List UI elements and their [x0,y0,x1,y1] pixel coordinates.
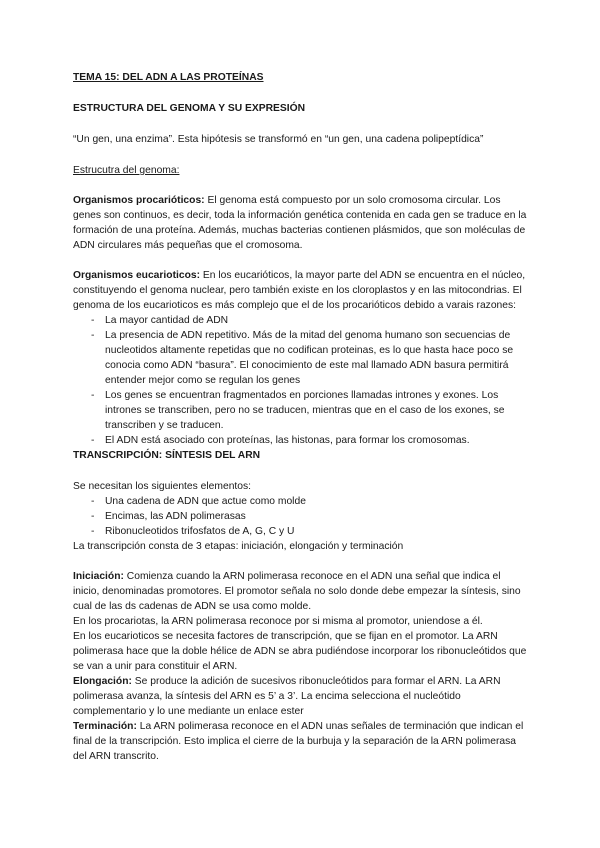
eukaryote-note: En los eucarioticos se necesita factores de transcripción, que se fijan en el promotor. La ARN polimerasa hace que la doble hélice de ADN se abra pudiéndose incorporar los ribonucleótidos que se van a unir para constituir el ARN. [73,631,527,672]
hypothesis-quote: “Un gen, una enzima”. Esta hipótesis se transformó en “un gen, una cadena polipeptídica” [73,134,484,145]
eukaryotes-paragraph [73,268,528,313]
initiation-text: Comienza cuando la ARN polimerasa reconoce en el ADN una señal que indica el inicio, denominadas promotores. El promotor señala no solo donde debe empezar la síntesis, sino cual de las ds cadenas de ADN se usa como molde. [73,571,521,612]
list-item: - Ribonucleotidos trifosfatos de A, G, C y U [91,524,528,539]
eukaryotes-lead: Organismos eucarioticos: [73,270,201,281]
requirements-list [73,494,528,539]
eukaryote-reasons-list [73,313,528,448]
initiation-paragraph [73,569,528,614]
list-item: - Una cadena de ADN que actue como molde [91,494,528,509]
document-title: TEMA 15: DEL ADN A LAS PROTEÍNAS [73,72,264,83]
genome-structure-subheading: Estrucutra del genoma: [73,165,180,176]
section-heading-transcription: TRANSCRIPCIÓN: SÍNTESIS DEL ARN [73,450,261,461]
elongation-lead: Elongación: [73,676,132,687]
list-item: - La mayor cantidad de ADN [91,313,528,328]
prokaryotes-paragraph [73,193,528,253]
list-item: - El ADN está asociado con proteínas, las histonas, para formar los cromosomas. [91,433,528,448]
list-item: - Los genes se encuentran fragmentados en porciones llamadas intrones y exones. Los intrones se transcriben, pero no se traducen, mientras que en el caso de los exones, se transcriben y se traducen. [91,388,528,433]
termination-text: La ARN polimerasa reconoce en el ADN unas señales de terminación que indican el final de la transcripción. Esto implica el cierre de la burbuja y la separación de la ARN polimerasa del ARN transcrito. [73,721,524,762]
document-page [73,70,528,764]
termination-lead: Terminación: [73,721,137,732]
prokaryotes-lead: Organismos procarióticos: [73,195,205,206]
termination-paragraph [73,719,528,764]
list-item: - La presencia de ADN repetitivo. Más de la mitad del genoma humano son secuencias de nucleotidos altamente repetidas que no codifican proteinas, es lo que hasta hace poco se conocia como ADN “basura”. El conocimiento de este mal llamado ADN basura permitirá entender mejor como se regulan los genes [91,328,528,388]
elongation-text: Se produce la adición de sucesivos ribonucleótidos para formar el ARN. La ARN polimerasa avanza, la síntesis del ARN es 5’ a 3’. La encima selecciona el nucleótido complementario y lo une mediante un enlace ester [73,676,501,717]
elongation-paragraph [73,674,528,719]
stages-summary: La transcripción consta de 3 etapas: iniciación, elongación y terminación [73,541,404,552]
list-item: - Encimas, las ADN polimerasas [91,509,528,524]
prokaryote-note: En los procariotas, la ARN polimerasa reconoce por si misma al promotor, uniendose a él. [73,616,483,627]
eukaryotes-text: En los eucarióticos, la mayor parte del ADN se encuentra en el núcleo, constituyendo el genoma nuclear, pero también existe en los cloroplastos y en las mitocondrias. El genoma de los eucarioticos es más complejo que el de los procarióticos debido a varais razones: [73,270,526,311]
prokaryotes-text: El genoma está compuesto por un solo cromosoma circular. Los genes son continuos, es decir, toda la información genética contenida en cada gen se traduce en la formación de una proteína. Además, muchas bacterias contienen plásmidos, que son moléculas de ADN circulares más pequeñas que el cromosoma. [73,195,527,251]
initiation-lead: Iniciación: [73,571,124,582]
section-heading-genome: ESTRUCTURA DEL GENOMA Y SU EXPRESIÓN [73,103,306,114]
requirements-intro: Se necesitan los siguientes elementos: [73,481,252,492]
